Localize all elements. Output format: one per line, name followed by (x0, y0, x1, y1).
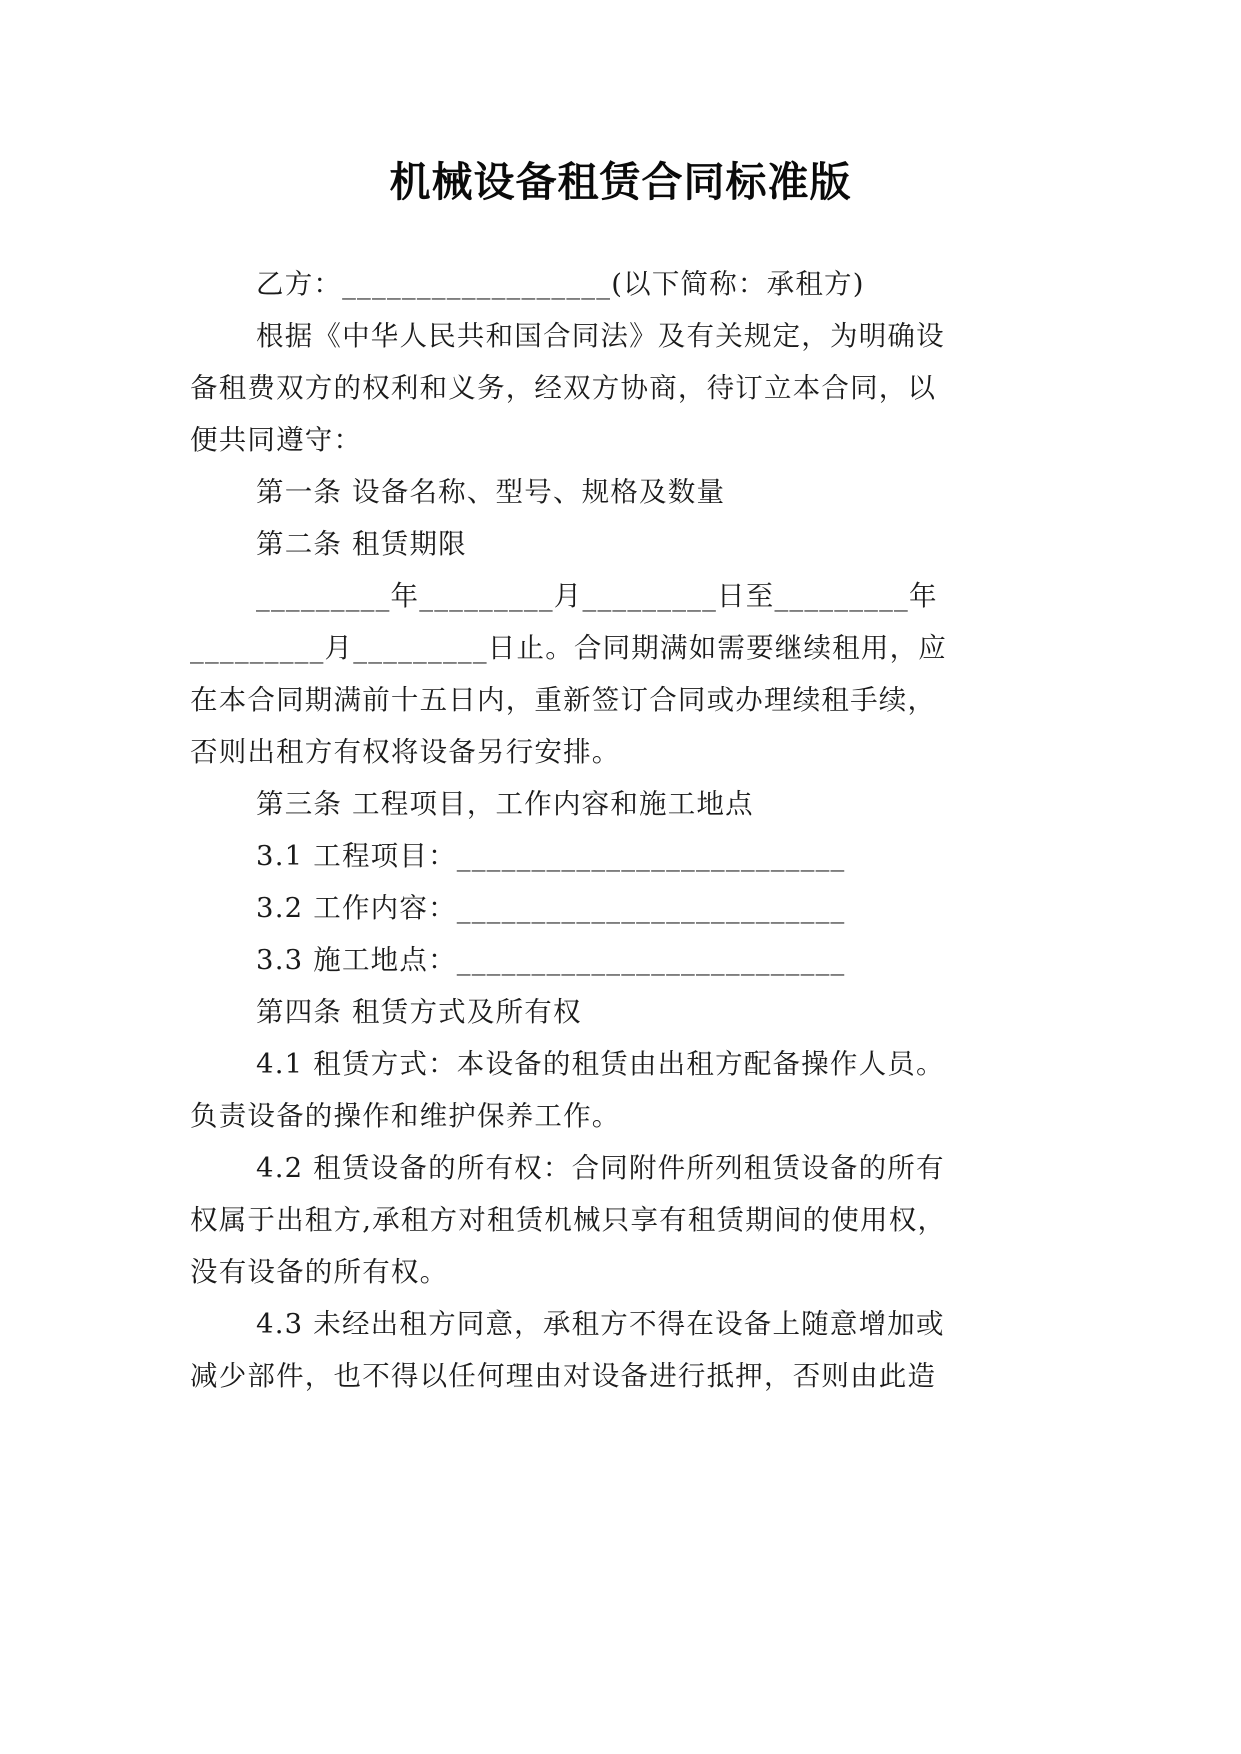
clause-line: 4.3 未经出租方同意，承租方不得在设备上随意增加或 (256, 1308, 945, 1340)
article-heading: 第四条 租赁方式及所有权 (256, 996, 582, 1028)
paragraph-line: 没有设备的所有权。 (190, 1256, 449, 1288)
paragraph-line: 负责设备的操作和维护保养工作。 (190, 1100, 621, 1132)
paragraph-line: 备租费双方的权利和义务，经双方协商，待订立本合同，以 (190, 372, 937, 404)
article-heading: 第三条 工程项目，工作内容和施工地点 (256, 788, 754, 820)
article-heading: 第二条 租赁期限 (256, 528, 467, 560)
clause-line: 3.2 工作内容：__________________________ (256, 892, 846, 924)
paragraph-line: 减少部件，也不得以任何理由对设备进行抵押，否则由此造 (190, 1360, 937, 1392)
lease-period-dates: _________年_________月_________日至_________年 (256, 580, 938, 612)
paragraph-line: 便共同遵守： (190, 424, 363, 456)
paragraph-line: 否则出租方有权将设备另行安排。 (190, 736, 621, 768)
article-heading: 第一条 设备名称、型号、规格及数量 (256, 476, 726, 508)
clause-line: 4.1 租赁方式：本设备的租赁由出租方配备操作人员。 (256, 1048, 945, 1080)
paragraph-line: _________月_________日止。合同期满如需要继续租用，应 (190, 632, 947, 664)
paragraph-line: 根据《中华人民共和国合同法》及有关规定，为明确设 (256, 320, 945, 352)
clause-line: 4.2 租赁设备的所有权：合同附件所列租赁设备的所有 (256, 1152, 945, 1184)
clause-line: 3.3 施工地点：__________________________ (256, 944, 846, 976)
paragraph-line: 在本合同期满前十五日内，重新签订合同或办理续租手续， (190, 684, 937, 716)
clause-line: 3.1 工程项目：__________________________ (256, 840, 846, 872)
party-b-line: 乙方：__________________(以下简称：承租方) (256, 268, 865, 300)
paragraph-line: 权属于出租方,承租方对租赁机械只享有租赁期间的使用权， (190, 1204, 947, 1236)
document-title: 机械设备租赁合同标准版 (389, 158, 852, 206)
